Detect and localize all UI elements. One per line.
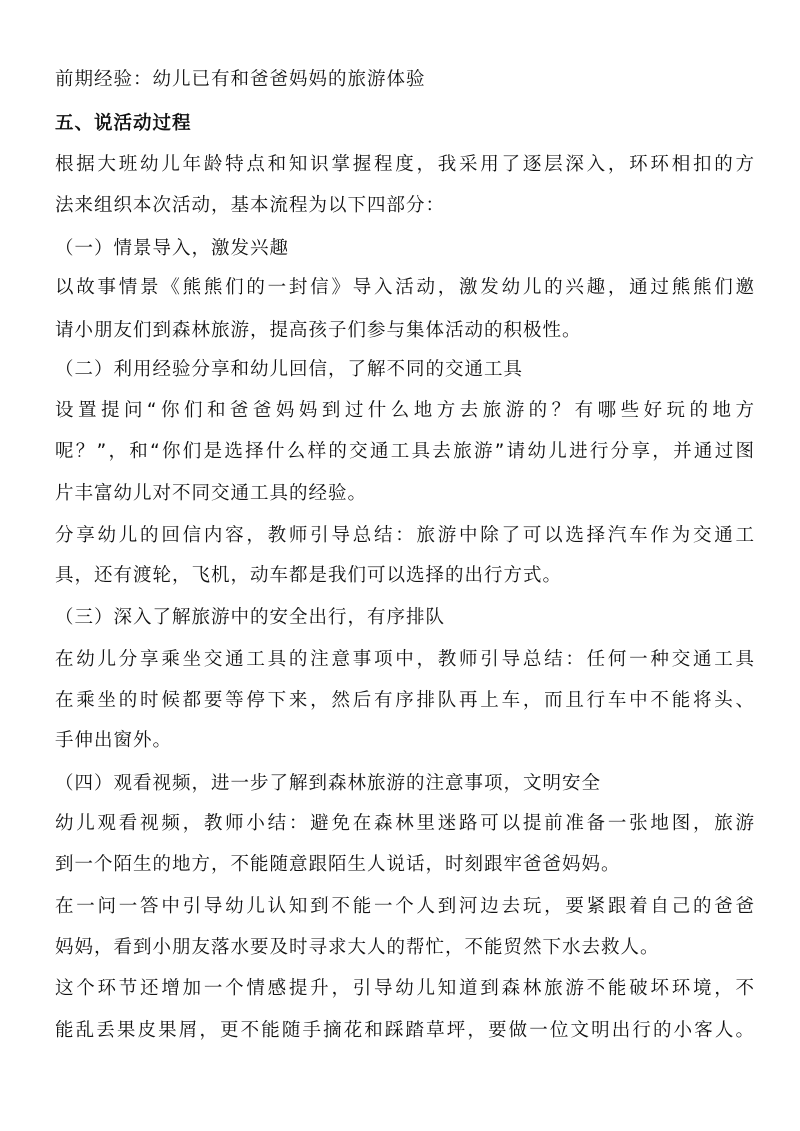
paragraph-line: 片丰富幼儿对不同交通工具的经验。: [55, 483, 368, 504]
subheading-4: （四）观看视频，进一步了解到森林旅游的注意事项，文明安全: [55, 773, 602, 794]
paragraph-line: 以故事情景《熊熊们的一封信》导入活动，激发幼儿的兴趣，通过熊熊们邀: [55, 277, 755, 298]
paragraph-line: 在一问一答中引导幼儿认知到不能一个人到河边去玩，要紧跟着自己的爸爸: [55, 896, 755, 917]
paragraph-line: 在乘坐的时候都要等停下来，然后有序排队再上车，而且行车中不能将头、: [55, 690, 755, 711]
paragraph-line: 法来组织本次活动，基本流程为以下四部分：: [55, 195, 446, 216]
paragraph-line: 设置提问“你们和爸爸妈妈到过什么地方去旅游的？有哪些好玩的地方: [55, 400, 755, 421]
paragraph-line: 到一个陌生的地方，不能随意跟陌生人说话，时刻跟牢爸爸妈妈。: [55, 854, 621, 875]
section-heading: 五、说活动过程: [55, 113, 192, 134]
subheading-2: （二）利用经验分享和幼儿回信，了解不同的交通工具: [55, 359, 524, 380]
paragraph-line: 呢？”，和“你们是选择什么样的交通工具去旅游”请幼儿进行分享，并通过图: [55, 441, 755, 462]
paragraph-line: 根据大班幼儿年龄特点和知识掌握程度，我采用了逐层深入，环环相扣的方: [55, 154, 755, 175]
paragraph-line: 这个环节还增加一个情感提升，引导幼儿知道到森林旅游不能破坏环境，不: [55, 978, 755, 999]
paragraph-line: 具，还有渡轮，飞机，动车都是我们可以选择的出行方式。: [55, 565, 563, 586]
paragraph-line: 在幼儿分享乘坐交通工具的注意事项中，教师引导总结：任何一种交通工具: [55, 649, 755, 670]
subheading-1: （一）情景导入，激发兴趣: [55, 238, 290, 259]
paragraph-line: 能乱丢果皮果屑，更不能随手摘花和踩踏草坪，要做一位文明出行的小客人。: [55, 1020, 755, 1041]
paragraph-line: 手伸出窗外。: [55, 730, 173, 751]
subheading-3: （三）深入了解旅游中的安全出行，有序排队: [55, 607, 446, 628]
paragraph-line: 妈妈，看到小朋友落水要及时寻求大人的帮忙，不能贸然下水去救人。: [55, 937, 660, 958]
paragraph-line: 分享幼儿的回信内容，教师引导总结：旅游中除了可以选择汽车作为交通工: [55, 525, 755, 546]
paragraph-line: 幼儿观看视频，教师小结：避免在森林里迷路可以提前准备一张地图，旅游: [55, 813, 755, 834]
paragraph-line: 请小朋友们到森林旅游，提高孩子们参与集体活动的积极性。: [55, 320, 582, 341]
text-line-prior-experience: 前期经验：幼儿已有和爸爸妈妈的旅游体验: [55, 69, 426, 90]
